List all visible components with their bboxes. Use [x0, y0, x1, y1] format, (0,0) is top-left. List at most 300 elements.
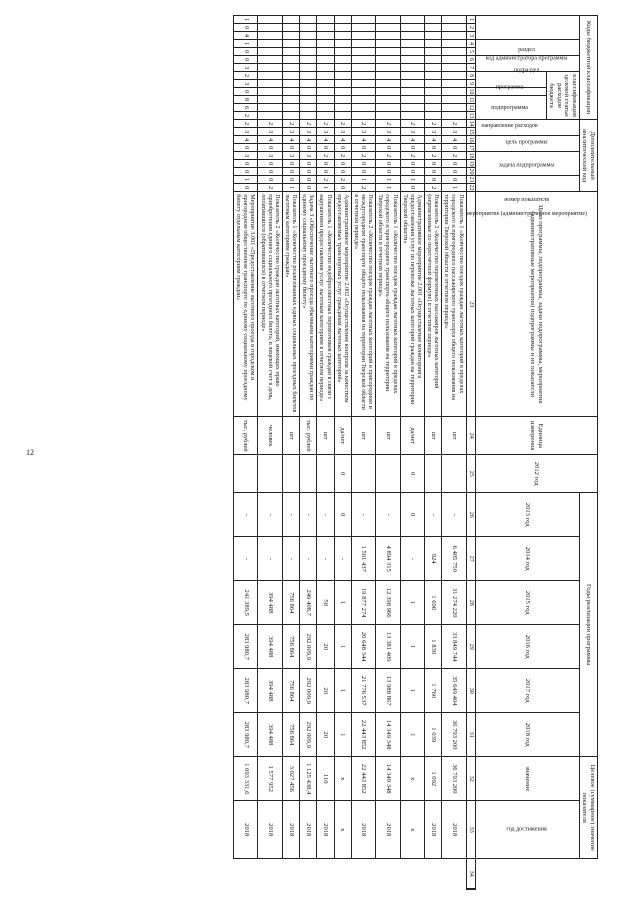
- row-unit: шт: [442, 417, 466, 455]
- target-year: 2018: [317, 801, 334, 859]
- code-digit: [424, 88, 441, 96]
- year-value: -: [351, 493, 375, 537]
- code-digit: 3: [234, 64, 258, 72]
- napravlenie-header: направление расходов: [475, 96, 546, 120]
- code-digit: [400, 48, 424, 56]
- code-digit: [442, 88, 466, 96]
- code-digit: [317, 16, 334, 24]
- target-value: 110: [317, 757, 334, 801]
- row-description: Задача 3 «Обеспечение льготного проезда обычными категориями граждан по единому социальному проездному билету»: [300, 192, 317, 417]
- code-digit: [442, 16, 466, 24]
- code-digit: [258, 104, 282, 112]
- code-digit: [400, 96, 424, 104]
- year-value: 1: [400, 625, 424, 669]
- code-digit: [424, 40, 441, 48]
- code-digit: [282, 16, 299, 24]
- target-value: 36 793 200: [442, 757, 466, 801]
- code-digit: [282, 32, 299, 40]
- code-digit: [376, 48, 400, 56]
- page-number: 12: [26, 448, 34, 457]
- code-digit: [258, 80, 282, 88]
- column-number: 11: [467, 96, 474, 103]
- row-description: Показатель 1 «Количество поездок граждан льготных категорий в пределах городского и пригородного пассажирского транспорта общего пользования на территории Тверской области в отчетном периоде»: [442, 192, 466, 417]
- code-digit: [424, 48, 441, 56]
- code-digit: [317, 40, 334, 48]
- code-digit: 3: [234, 128, 258, 136]
- code-digit: [351, 56, 375, 64]
- target-value: 1 125 438,4: [300, 757, 317, 801]
- code-digit: [300, 40, 317, 48]
- code-digit: [300, 72, 317, 80]
- code-digit: [376, 16, 400, 24]
- code-digit: 3: [376, 128, 400, 136]
- code-digit: 0: [282, 160, 299, 168]
- code-digit: 4: [376, 136, 400, 144]
- year-value: 756 864: [282, 669, 299, 713]
- target-value: 1 577 952: [258, 757, 282, 801]
- code-digit: [351, 80, 375, 88]
- code-digit: [258, 56, 282, 64]
- code-digit: 4: [258, 136, 282, 144]
- year-value: -: [282, 493, 299, 537]
- year-value: 756 864: [282, 625, 299, 669]
- target-year-header: год достижения: [475, 801, 579, 859]
- year-value: 1: [334, 713, 351, 757]
- table-row: [442, 16, 466, 890]
- column-number: 14: [467, 120, 474, 127]
- code-digit: [334, 24, 351, 32]
- column-number: 10: [467, 88, 474, 95]
- column-number: 23: [466, 192, 475, 417]
- code-digit: 0: [376, 160, 400, 168]
- target-year: х: [400, 801, 424, 859]
- target-value: 1 093 331,6: [234, 757, 258, 801]
- code-digit: [376, 64, 400, 72]
- code-digit: [334, 72, 351, 80]
- code-digit: 1: [376, 184, 400, 192]
- column-number: 4: [466, 40, 475, 48]
- code-digit: [376, 32, 400, 40]
- table-row: [400, 16, 424, 890]
- code-digit: [317, 24, 334, 32]
- code-digit: 0: [424, 168, 441, 176]
- code-digit: [334, 40, 351, 48]
- code-digit: 2: [234, 112, 258, 120]
- column-number: 18: [467, 152, 474, 159]
- year-value: -: [442, 493, 466, 537]
- year-value: 241 389,5: [234, 581, 258, 625]
- code-digit: 0: [376, 144, 400, 152]
- target-year: 2018: [351, 801, 375, 859]
- code-digit: [400, 112, 424, 120]
- podrazdel-header: подраздел: [475, 56, 579, 72]
- code-digit: 2: [317, 152, 334, 160]
- code-digit: 6: [234, 104, 258, 112]
- code-digit: [300, 32, 317, 40]
- year-value: 20 648 344: [351, 625, 375, 669]
- year-value: -: [317, 537, 334, 581]
- year-value: 1: [334, 625, 351, 669]
- target-year: 2018: [234, 801, 258, 859]
- code-digit: [400, 16, 424, 24]
- code-digit: 0: [300, 176, 317, 184]
- code-digit: 0: [424, 144, 441, 152]
- code-digit: 3: [351, 128, 375, 136]
- column-number: 21: [467, 176, 474, 183]
- year-2016-header: 2016 год: [475, 625, 579, 669]
- year-value: -: [300, 537, 317, 581]
- code-digit: 4: [351, 136, 375, 144]
- code-digit: [282, 48, 299, 56]
- column-number: 22: [467, 184, 474, 191]
- code-digit: [442, 48, 466, 56]
- code-digit: 8: [234, 96, 258, 104]
- code-digit: 4: [300, 136, 317, 144]
- code-digit: 0: [282, 168, 299, 176]
- code-digit: 1: [282, 184, 299, 192]
- table-row: [300, 16, 317, 890]
- column-number: 28: [466, 581, 475, 625]
- code-digit: [258, 112, 282, 120]
- code-digit: 0: [234, 24, 258, 32]
- year-value: [234, 455, 258, 493]
- code-digit: [317, 64, 334, 72]
- code-digit: 1: [234, 40, 258, 48]
- code-digit: [442, 64, 466, 72]
- code-digit: 3: [334, 128, 351, 136]
- code-digit: [424, 64, 441, 72]
- code-digit: 0: [334, 160, 351, 168]
- year-value: -: [234, 493, 258, 537]
- column-number: [466, 889, 475, 890]
- code-digit: [400, 80, 424, 88]
- target-year: 2018: [376, 801, 400, 859]
- code-digit: 3: [258, 152, 282, 160]
- code-digit: 4: [234, 136, 258, 144]
- column-number: 27: [466, 537, 475, 581]
- column-number: 15: [467, 128, 474, 135]
- year-value: 13 988 867: [376, 669, 400, 713]
- admin-code-header: код администратора программы: [475, 16, 579, 40]
- year-value: 1: [400, 669, 424, 713]
- code-digit: 0: [400, 144, 424, 152]
- codes-group-header: Коды бюджетной классификации: [579, 16, 597, 120]
- code-digit: 0: [300, 144, 317, 152]
- code-digit: [282, 40, 299, 48]
- code-digit: [376, 104, 400, 112]
- target-value: 22 443 852: [351, 757, 375, 801]
- column-number: 29: [466, 625, 475, 669]
- code-digit: [442, 40, 466, 48]
- year-value: 292 009,9: [300, 669, 317, 713]
- year-value: 22 443 852: [351, 713, 375, 757]
- code-digit: [282, 88, 299, 96]
- year-value: [282, 455, 299, 493]
- year-2012-header: 2012 год: [475, 455, 597, 493]
- year-value: 1: [400, 713, 424, 757]
- year-value: [376, 455, 400, 493]
- year-value: [317, 455, 334, 493]
- row-description: Мероприятие 3.001 «Предоставление льготного проезда в городском и пригородном общественном транспорте по единому социальному проездному билету отдельным категориям граждан»: [234, 192, 258, 417]
- year-value: -: [376, 493, 400, 537]
- code-digit: 2: [334, 176, 351, 184]
- year-value: 394 488: [258, 713, 282, 757]
- code-digit: [424, 80, 441, 88]
- code-digit: [376, 112, 400, 120]
- code-digit: 4: [317, 136, 334, 144]
- code-digit: 2: [317, 176, 334, 184]
- row-unit: шт: [282, 417, 299, 455]
- code-digit: [258, 64, 282, 72]
- code-digit: [334, 32, 351, 40]
- code-digit: 4: [442, 136, 466, 144]
- code-digit: [300, 16, 317, 24]
- code-digit: [442, 112, 466, 120]
- code-digit: [300, 104, 317, 112]
- table-row: [334, 16, 351, 890]
- code-digit: [258, 48, 282, 56]
- column-number: 3: [466, 32, 475, 40]
- code-digit: [334, 112, 351, 120]
- year-value: 0: [334, 493, 351, 537]
- code-digit: 2: [351, 120, 375, 128]
- code-digit: [282, 24, 299, 32]
- code-digit: [334, 64, 351, 72]
- year-value: 50: [317, 581, 334, 625]
- table-body: [234, 16, 467, 890]
- code-digit: 0: [334, 184, 351, 192]
- row-description: Показатель 2 «Количество граждан льготных категорий, имеющих право приобретения единого социального проездного билета, в лицевой счет в день, оплатившихся (обратившихся) в отчетном периоде»: [258, 192, 282, 417]
- code-digit: [300, 88, 317, 96]
- code-digit: [400, 24, 424, 32]
- column-number-row: [466, 16, 475, 890]
- code-digit: [376, 56, 400, 64]
- row-description: Показатель 1 «Количество реализованных единых социальных проездных билетов льготным категориям граждан»: [282, 192, 299, 417]
- code-digit: 2: [376, 152, 400, 160]
- code-digit: [334, 96, 351, 104]
- code-digit: 0: [351, 168, 375, 176]
- column-number: 1: [466, 16, 475, 24]
- code-digit: 0: [282, 144, 299, 152]
- year-value: [258, 455, 282, 493]
- code-digit: 1: [234, 16, 258, 24]
- row-unit: шт: [424, 417, 441, 455]
- code-digit: [317, 80, 334, 88]
- code-digit: [282, 104, 299, 112]
- code-digit: [376, 24, 400, 32]
- column-number: 7: [466, 64, 475, 72]
- code-digit: 0: [442, 176, 466, 184]
- code-digit: 0: [400, 168, 424, 176]
- code-digit: [424, 24, 441, 32]
- year-2018-header: 2018 год: [475, 713, 579, 757]
- code-digit: [334, 16, 351, 24]
- code-digit: 3: [424, 128, 441, 136]
- year-value: 19 877 274: [351, 581, 375, 625]
- code-digit: [300, 56, 317, 64]
- code-digit: 0: [424, 160, 441, 168]
- code-digit: 2: [400, 152, 424, 160]
- code-digit: 0: [442, 168, 466, 176]
- year-value: 0: [400, 493, 424, 537]
- programma-header: программа: [475, 72, 546, 88]
- code-digit: 0: [334, 168, 351, 176]
- code-digit: 0: [234, 160, 258, 168]
- code-digit: 0: [234, 88, 258, 96]
- code-digit: [400, 88, 424, 96]
- code-digit: 3: [282, 128, 299, 136]
- year-value: 20: [317, 713, 334, 757]
- table-row: [351, 16, 375, 890]
- code-digit: 0: [376, 168, 400, 176]
- year-value: 13 381 409: [376, 625, 400, 669]
- table-row: [424, 16, 441, 890]
- column-number: 26: [466, 493, 475, 537]
- code-digit: 1: [400, 176, 424, 184]
- code-digit: 1: [376, 176, 400, 184]
- code-digit: [351, 64, 375, 72]
- code-digit: [400, 32, 424, 40]
- year-value: -: [258, 493, 282, 537]
- column-number: 32: [466, 757, 475, 801]
- code-digit: 4: [400, 136, 424, 144]
- year-value: 292 009,9: [300, 713, 317, 757]
- zadacha-header: задача подпрограммы: [475, 136, 579, 152]
- code-digit: 2: [424, 120, 441, 128]
- code-digit: 2: [442, 120, 466, 128]
- column-number: 20: [467, 168, 474, 175]
- code-digit: [351, 24, 375, 32]
- target-year: 2018: [258, 801, 282, 859]
- row-unit: тыс. рублей: [234, 417, 258, 455]
- code-digit: 2: [442, 152, 466, 160]
- year-value: 394 488: [258, 669, 282, 713]
- row-unit: да/нет: [334, 417, 351, 455]
- year-value: 33 849 744: [442, 625, 466, 669]
- code-digit: 4: [234, 32, 258, 40]
- row-unit: шт: [376, 417, 400, 455]
- year-value: 35 649 404: [442, 669, 466, 713]
- row-description: Административное мероприятие 2.002 «Осуществление контроля за качеством предоставляемых транспортных услуг гражданам льготных категорий»: [334, 192, 351, 417]
- target-value-header: значение: [475, 757, 579, 801]
- code-digit: 4: [282, 136, 299, 144]
- code-digit: 2: [317, 120, 334, 128]
- code-digit: [258, 96, 282, 104]
- code-digit: [424, 32, 441, 40]
- table-row: [317, 16, 334, 890]
- row-unit: тыс. рублей: [300, 417, 317, 455]
- unit-column-header: Единица измерения: [475, 417, 597, 455]
- code-digit: 0: [234, 56, 258, 64]
- code-digit: [400, 56, 424, 64]
- code-digit: [442, 96, 466, 104]
- year-value: 20: [317, 669, 334, 713]
- code-digit: [282, 112, 299, 120]
- column-number: 33: [466, 801, 475, 859]
- code-digit: [376, 40, 400, 48]
- code-digit: [424, 112, 441, 120]
- year-value: [424, 455, 441, 493]
- code-digit: 0: [317, 144, 334, 152]
- code-digit: [351, 112, 375, 120]
- code-digit: 0: [351, 160, 375, 168]
- year-value: 1 760: [424, 669, 441, 713]
- podprogramma-header: подпрограмма: [475, 88, 546, 96]
- code-digit: 0: [282, 176, 299, 184]
- code-digit: [317, 104, 334, 112]
- code-digit: [317, 48, 334, 56]
- code-digit: [334, 80, 351, 88]
- code-digit: 1: [317, 184, 334, 192]
- year-value: 1 696: [424, 581, 441, 625]
- code-digit: [400, 64, 424, 72]
- year-value: 21 776 537: [351, 669, 375, 713]
- code-digit: 0: [234, 184, 258, 192]
- code-digit: [424, 72, 441, 80]
- code-digit: 2: [334, 152, 351, 160]
- column-number: 19: [467, 160, 474, 167]
- code-digit: [424, 104, 441, 112]
- table-row: [376, 16, 400, 890]
- code-digit: [334, 48, 351, 56]
- year-value: 1 830: [424, 625, 441, 669]
- code-digit: [258, 32, 282, 40]
- column-number: 16: [467, 136, 474, 143]
- year-value: 1 501 437: [351, 537, 375, 581]
- code-digit: [258, 40, 282, 48]
- code-digit: 3: [317, 128, 334, 136]
- pokazatel-header: номер показателя: [475, 176, 579, 192]
- code-digit: [282, 96, 299, 104]
- column-number: 17: [467, 144, 474, 151]
- target-value: 14 349 348: [376, 757, 400, 801]
- year-value: 4 894 315: [376, 537, 400, 581]
- code-digit: [376, 80, 400, 88]
- column-number: 9: [466, 80, 475, 88]
- year-value: -: [424, 493, 441, 537]
- code-digit: 2: [351, 184, 375, 192]
- code-digit: [442, 32, 466, 40]
- column-number: 30: [466, 669, 475, 713]
- code-digit: 2: [376, 120, 400, 128]
- row-unit: человек: [258, 417, 282, 455]
- year-value: 756 864: [282, 581, 299, 625]
- code-digit: 3: [234, 152, 258, 160]
- code-digit: [351, 104, 375, 112]
- code-digit: [424, 16, 441, 24]
- code-digit: [442, 104, 466, 112]
- year-value: 1: [334, 581, 351, 625]
- code-digit: [258, 24, 282, 32]
- code-digit: 0: [424, 176, 441, 184]
- year-value: 394 488: [258, 625, 282, 669]
- code-digit: [282, 64, 299, 72]
- table-row: [282, 16, 299, 890]
- code-digit: [376, 72, 400, 80]
- extra-code-group-header: Дополнительный аналитический код: [579, 120, 597, 192]
- code-digit: 0: [317, 168, 334, 176]
- target-year: 2018: [424, 801, 441, 859]
- target-year: 2018: [300, 801, 317, 859]
- row-unit: да/нет: [400, 417, 424, 455]
- code-digit: 3: [300, 128, 317, 136]
- year-value: -: [317, 493, 334, 537]
- code-digit: [376, 88, 400, 96]
- code-digit: [317, 88, 334, 96]
- year-value: 249 408,7: [300, 581, 317, 625]
- year-value: 394 488: [258, 581, 282, 625]
- row-unit: шт: [351, 417, 375, 455]
